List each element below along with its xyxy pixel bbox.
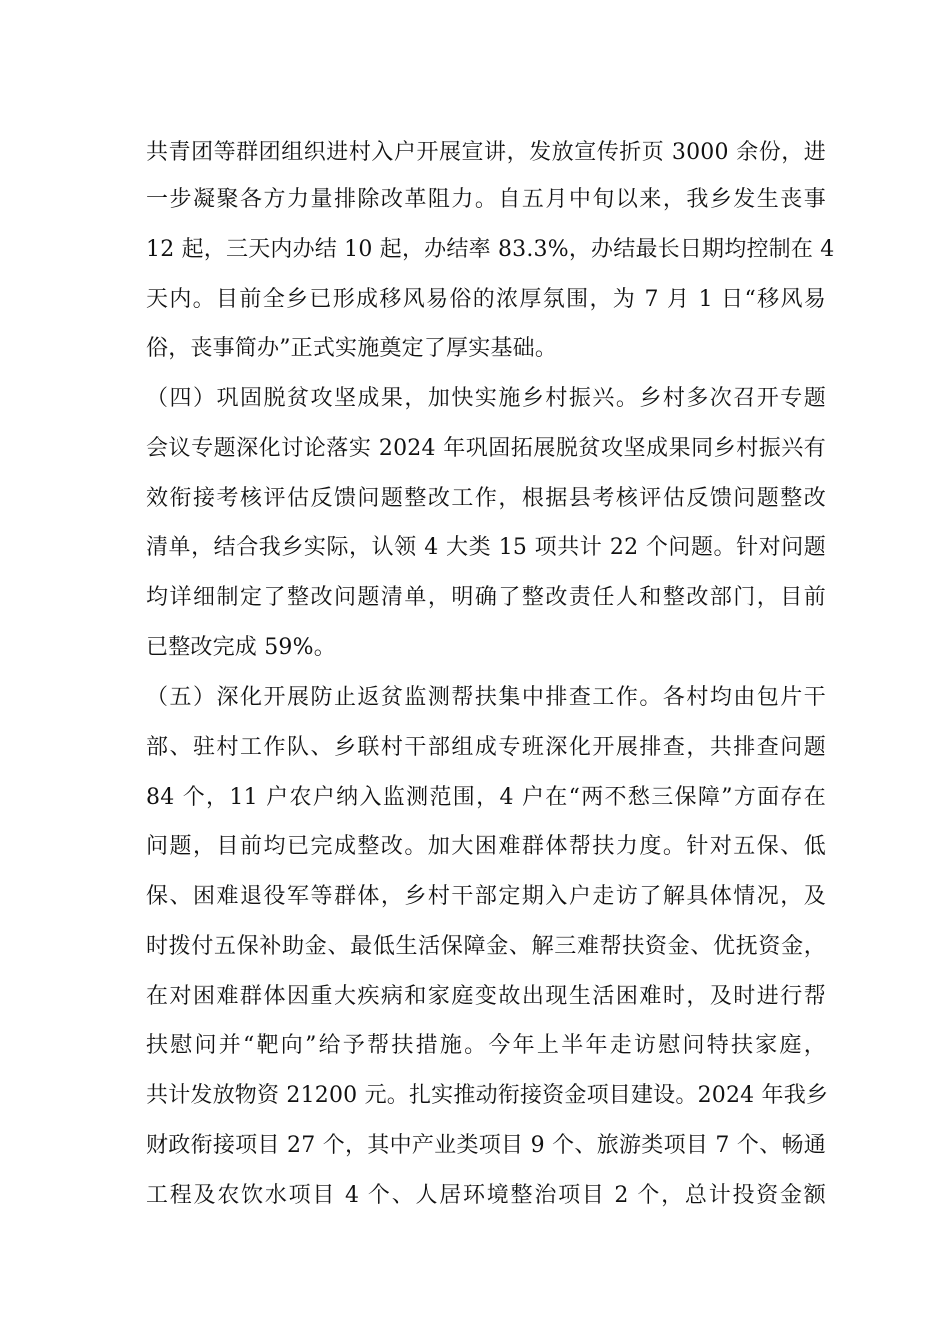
section-heading-line: （五）深化开展防止返贫监测帮扶集中排查工作。各村均由包片干 <box>146 685 826 710</box>
text-line: 已整改完成 59%。 <box>146 635 336 660</box>
text-line: 清单，结合我乡实际，认领 4 大类 15 项共计 22 个问题。针对问题 <box>146 535 826 560</box>
text-line: 一步凝聚各方力量排除改革阻力。自五月中旬以来，我乡发生丧事 <box>146 187 826 212</box>
text-line: 12 起，三天内办结 10 起，办结率 83.3%，办结最长日期均控制在 4 <box>146 237 835 262</box>
text-line: 在对困难群体因重大疾病和家庭变故出现生活困难时，及时进行帮 <box>146 984 826 1009</box>
text-line: 工程及农饮水项目 4 个、人居环境整治项目 2 个，总计投资金额 <box>146 1183 826 1208</box>
text-line: 保、困难退役军等群体，乡村干部定期入户走访了解具体情况，及 <box>146 884 826 909</box>
text-line: 扶慰问并“靶向”给予帮扶措施。今年上半年走访慰问特扶家庭， <box>146 1033 826 1058</box>
text-line: 财政衔接项目 27 个，其中产业类项目 9 个、旅游类项目 7 个、畅通 <box>146 1133 826 1158</box>
section-heading-line: （四）巩固脱贫攻坚成果，加快实施乡村振兴。乡村多次召开专题 <box>146 386 826 411</box>
text-line: 问题，目前均已完成整改。加大困难群体帮扶力度。针对五保、低 <box>146 834 826 859</box>
text-line: 84 个，11 户农户纳入监测范围，4 户在“两不愁三保障”方面存在 <box>146 785 826 810</box>
text-line: 时拨付五保补助金、最低生活保障金、解三难帮扶资金、优抚资金， <box>146 934 826 959</box>
text-line: 共计发放物资 21200 元。扎实推动衔接资金项目建设。2024 年我乡 <box>146 1083 829 1108</box>
text-line: 俗，丧事简办”正式实施奠定了厚实基础。 <box>146 336 558 361</box>
text-line: 天内。目前全乡已形成移风易俗的浓厚氛围，为 7 月 1 日“移风易 <box>146 287 826 312</box>
text-line: 效衔接考核评估反馈问题整改工作，根据县考核评估反馈问题整改 <box>146 486 826 511</box>
text-line: 会议专题深化讨论落实 2024 年巩固拓展脱贫攻坚成果同乡村振兴有 <box>146 436 826 461</box>
text-line: 共青团等群团组织进村入户开展宣讲，发放宣传折页 3000 余份，进 <box>146 140 826 165</box>
text-line: 均详细制定了整改问题清单，明确了整改责任人和整改部门，目前 <box>146 585 826 610</box>
text-line: 部、驻村工作队、乡联村干部组成专班深化开展排查，共排查问题 <box>146 735 826 760</box>
